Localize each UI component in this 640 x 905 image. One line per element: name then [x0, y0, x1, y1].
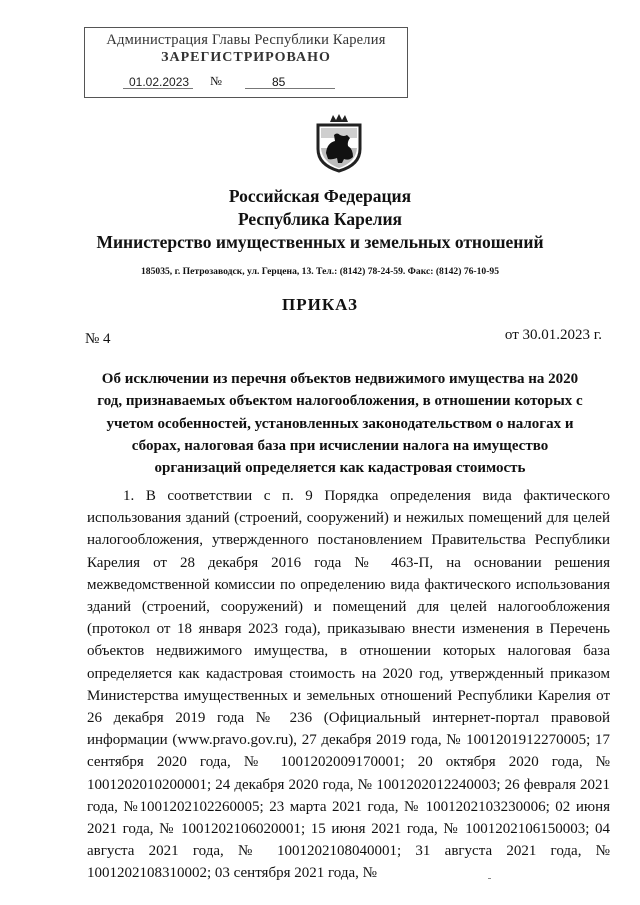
- header-region: Республика Карелия: [237, 209, 403, 229]
- header-address: 185035, г. Петрозаводск, ул. Герцена, 13. Тел.: (8142) 78-24-59. Факс: (8142) 76-10-95: [141, 266, 499, 277]
- document-paragraph-1: 1. В соответствии с п. 9 Порядка определения вида фактического использования зданий (строений, сооружений) и нежилых помещений для целей налогообложения, утвержденного постановлением Правительства Республики Карелия от 28 декабря 2016 года № 463-П, на основании решения межведомственной комиссии по определению вида фактического использования зданий (строений, сооружений) и помещений для целей налогообложения (протокол от 18 января 2023 года), приказываю внести изменения в Перечень объектов недвижимого имущества, в отношении которых налоговая база определяется как кадастровая стоимость на 2020 год, утвержденный приказом Министерства имущественных и земельных отношений Республики Карелия от 26 декабря 2019 года № 236 (Официальный интернет-портал правовой информации (www.pravo.gov.ru), 27 декабря 2019 года, № 1001201912270005; 17 сентября 2020 года, № 1001202009170001; 20 октября 2020 года, № 1001202010200001; 24 декабря 2020 года, № 1001202012240003; 26 февраля 2021 года, №1001202102260005; 23 марта 2021 года, № 1001202103230006; 02 июня 2021 года, № 1001202106020001; 15 июня 2021 года, № 1001202106150003; 04 августа 2021 года, № 1001202108040001; 31 августа 2021 года, № 1001202108310002; 03 сентября 2021 года, №: [87, 488, 610, 882]
- stamp-organization: Администрация Главы Республики Карелия: [106, 32, 386, 48]
- stamp-number-underline: [245, 88, 335, 89]
- stamp-date: 01.02.2023: [129, 75, 190, 89]
- document-date: от 30.01.2023 г.: [504, 327, 602, 343]
- header-ministry: Министерство имущественных и земельных отношений: [96, 232, 544, 252]
- document-type: ПРИКАЗ: [282, 295, 358, 314]
- document-number: № 4: [85, 331, 111, 347]
- stamp-status: ЗАРЕГИСТРИРОВАНО: [161, 50, 331, 65]
- stamp-number-sign: №: [210, 74, 222, 88]
- stamp-date-underline: [123, 88, 193, 89]
- registration-stamp: [84, 27, 408, 98]
- stamp-number: 85: [272, 75, 286, 89]
- document-subject: Об исключении из перечня объектов недвижимого имущества на 2020 год, признаваемых объектом налогообложения, в отношении которых с учетом особенностей, установленных законодательством о налогах и сборах, налоговая база при исчислении налога на имущество организаций определяется как кадастровая стоимость: [97, 371, 583, 477]
- scan-speck: [488, 878, 491, 879]
- karelia-coat-of-arms-icon: [313, 113, 365, 173]
- header-country: Российская Федерация: [228, 186, 412, 206]
